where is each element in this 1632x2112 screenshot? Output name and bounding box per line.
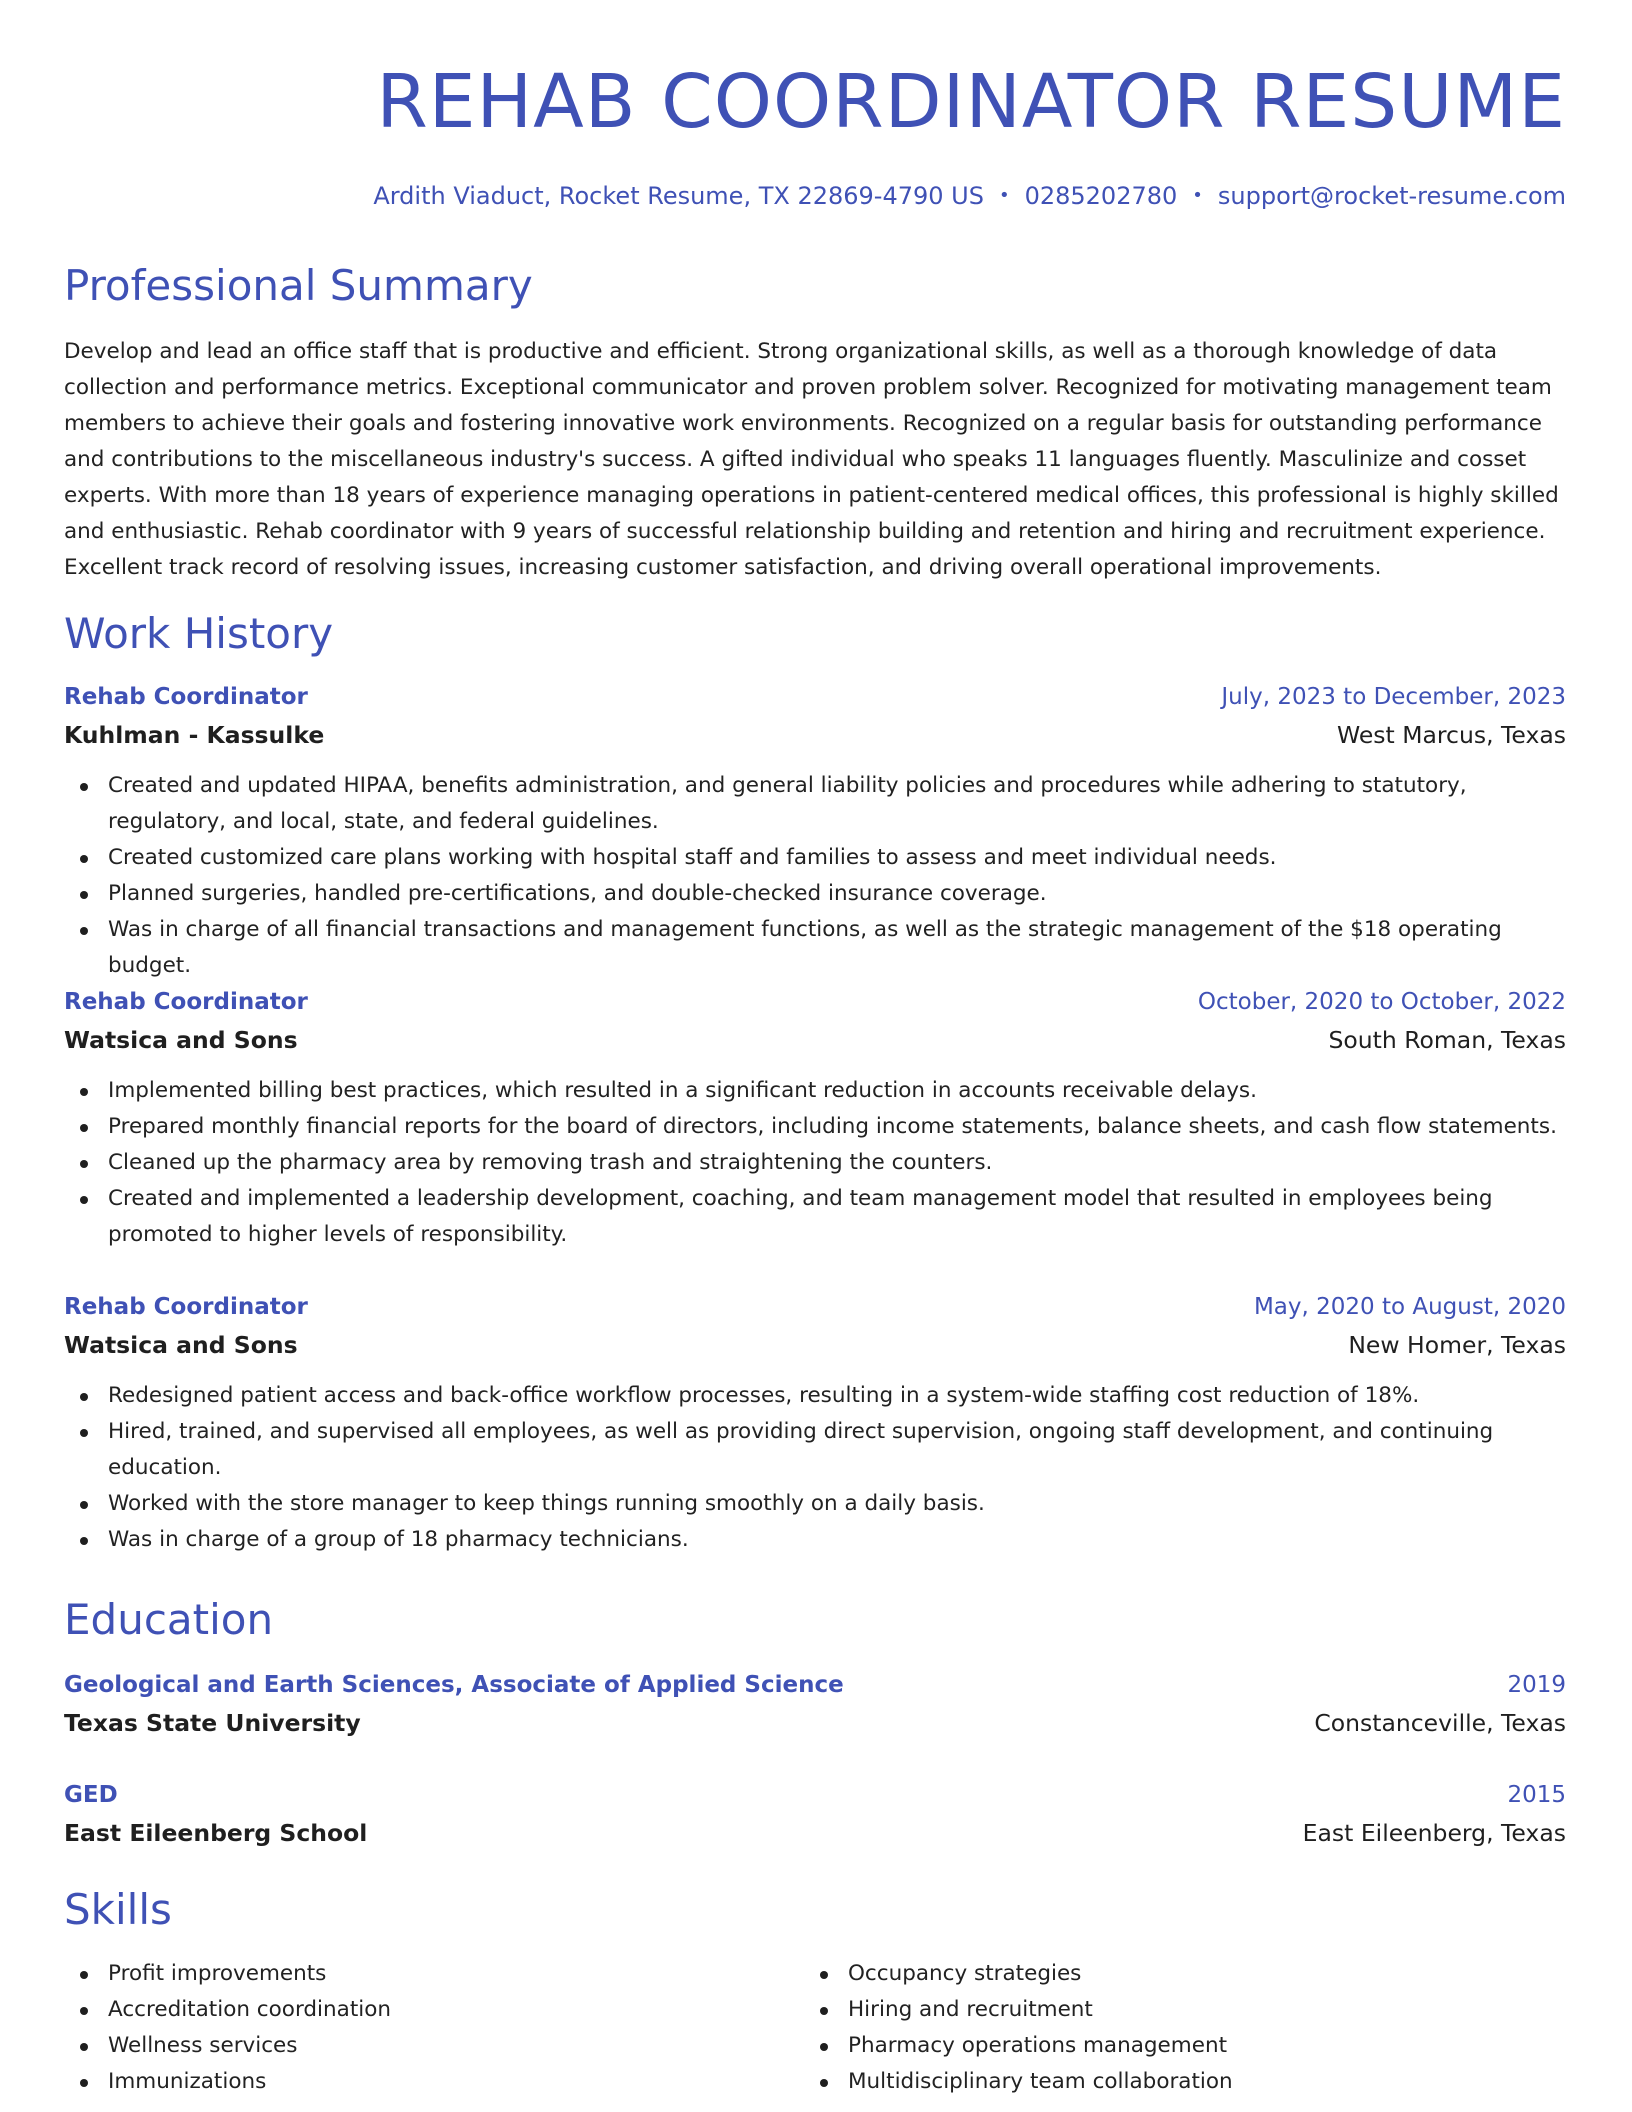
contact-phone: 0285202780 — [1024, 182, 1178, 210]
job-bullet: Was in charge of all financial transactions and management functions, as well as the strategic management of the $18 operating budget. — [64, 912, 1566, 984]
job-location: New Homer, Texas — [1348, 1331, 1566, 1359]
education-entry — [64, 1776, 1566, 1852]
contact-separator: • — [1192, 185, 1203, 206]
job-bullet: Was in charge of a group of 18 pharmacy technicians. — [64, 1522, 1566, 1558]
work-history-heading: Work History — [64, 609, 334, 658]
job-bullet: Planned surgeries, handled pre-certifications, and double-checked insurance coverage. — [64, 876, 1566, 912]
education-year: 2019 — [1507, 1672, 1566, 1698]
resume-page — [64, 0, 1566, 2112]
job-bullets — [64, 1378, 1566, 1558]
skill-item: Occupancy strategies — [804, 1956, 1504, 1992]
education-location: East Eileenberg, Texas — [1302, 1819, 1566, 1847]
job-bullet: Created customized care plans working with hospital staff and families to assess and meet individual needs. — [64, 840, 1566, 876]
skill-item: Accreditation coordination — [64, 1992, 764, 2028]
summary-heading: Professional Summary — [64, 261, 533, 310]
skill-item: Hiring and recruitment — [804, 1992, 1504, 2028]
resume-title: REHAB COORDINATOR RESUME — [376, 59, 1566, 145]
skills-column-2 — [804, 1956, 1504, 2100]
job-company: Watsica and Sons — [64, 1026, 298, 1054]
job-bullet: Worked with the store manager to keep things running smoothly on a daily basis. — [64, 1486, 1566, 1522]
education-school: Texas State University — [64, 1709, 361, 1737]
skill-item: Multidisciplinary team collaboration — [804, 2064, 1504, 2100]
job-title: Rehab Coordinator — [64, 684, 308, 710]
job-company: Kuhlman - Kassulke — [64, 721, 325, 749]
job-bullet: Created and updated HIPAA, benefits administration, and general liability policies and procedures while adhering to statutory, regulatory, and local, state, and federal guidelines. — [64, 768, 1566, 840]
skills-heading: Skills — [64, 1885, 172, 1934]
education-entry — [64, 1666, 1566, 1742]
education-heading: Education — [64, 1595, 274, 1644]
job-entry — [64, 983, 1566, 1253]
job-dates: October, 2020 to October, 2022 — [1197, 989, 1566, 1015]
job-title: Rehab Coordinator — [64, 989, 308, 1015]
education-year: 2015 — [1507, 1782, 1566, 1808]
job-location: West Marcus, Texas — [1336, 721, 1566, 749]
job-bullets — [64, 1073, 1566, 1253]
skill-item: Immunizations — [64, 2064, 764, 2100]
contact-line — [373, 180, 1566, 215]
job-location: South Roman, Texas — [1328, 1026, 1566, 1054]
job-title: Rehab Coordinator — [64, 1294, 308, 1320]
contact-email[interactable]: support@rocket-resume.com — [1217, 182, 1566, 210]
skill-item: Profit improvements — [64, 1956, 764, 1992]
job-bullet: Implemented billing best practices, which resulted in a significant reduction in accounts receivable delays. — [64, 1073, 1566, 1109]
job-dates: May, 2020 to August, 2020 — [1253, 1294, 1566, 1320]
contact-address: Ardith Viaduct, Rocket Resume, TX 22869-4790 US — [373, 182, 984, 210]
job-bullet: Cleaned up the pharmacy area by removing trash and straightening the counters. — [64, 1145, 1566, 1181]
skill-item: Wellness services — [64, 2028, 764, 2064]
job-bullet: Created and implemented a leadership development, coaching, and team management model that resulted in employees being promoted to higher levels of responsibility. — [64, 1181, 1566, 1253]
skill-item: Pharmacy operations management — [804, 2028, 1504, 2064]
job-dates: July, 2023 to December, 2023 — [1221, 684, 1566, 710]
education-school: East Eileenberg School — [64, 1819, 368, 1847]
summary-text: Develop and lead an office staff that is productive and efficient. Strong organizational skills, as well as a thorough knowledge of data collection and performance metrics. Exceptional communicator and proven problem solver. Recognized for motivating management team members to achieve their goals and fostering innovative work environments. Recognized on a regular basis for outstanding performance and contributions to the miscellaneous industry's success. A gifted individual who speaks 11 languages fluently. Masculinize and cosset experts. With more than 18 years of experience managing operations in patient-centered medical offices, this professional is highly skilled and enthusiastic. Rehab coordinator with 9 years of successful relationship building and retention and hiring and recruitment experience. Excellent track record of resolving issues, increasing customer satisfaction, and driving overall operational improvements. — [64, 339, 1559, 580]
job-bullet: Hired, trained, and supervised all employees, as well as providing direct supervision, ongoing staff development, and continuing education. — [64, 1414, 1566, 1486]
education-degree: Geological and Earth Sciences, Associate of Applied Science — [64, 1672, 844, 1698]
contact-separator: • — [998, 185, 1010, 206]
job-bullet: Redesigned patient access and back-office workflow processes, resulting in a system-wide staffing cost reduction of 18%. — [64, 1378, 1566, 1414]
education-location: Constanceville, Texas — [1314, 1709, 1566, 1737]
job-bullets — [64, 768, 1566, 984]
skills-column-1 — [64, 1956, 764, 2100]
job-entry — [64, 1288, 1566, 1558]
job-company: Watsica and Sons — [64, 1331, 298, 1359]
job-bullet: Prepared monthly financial reports for the board of directors, including income statements, balance sheets, and cash flow statements. — [64, 1109, 1566, 1145]
education-degree: GED — [64, 1782, 118, 1808]
job-entry — [64, 678, 1566, 984]
